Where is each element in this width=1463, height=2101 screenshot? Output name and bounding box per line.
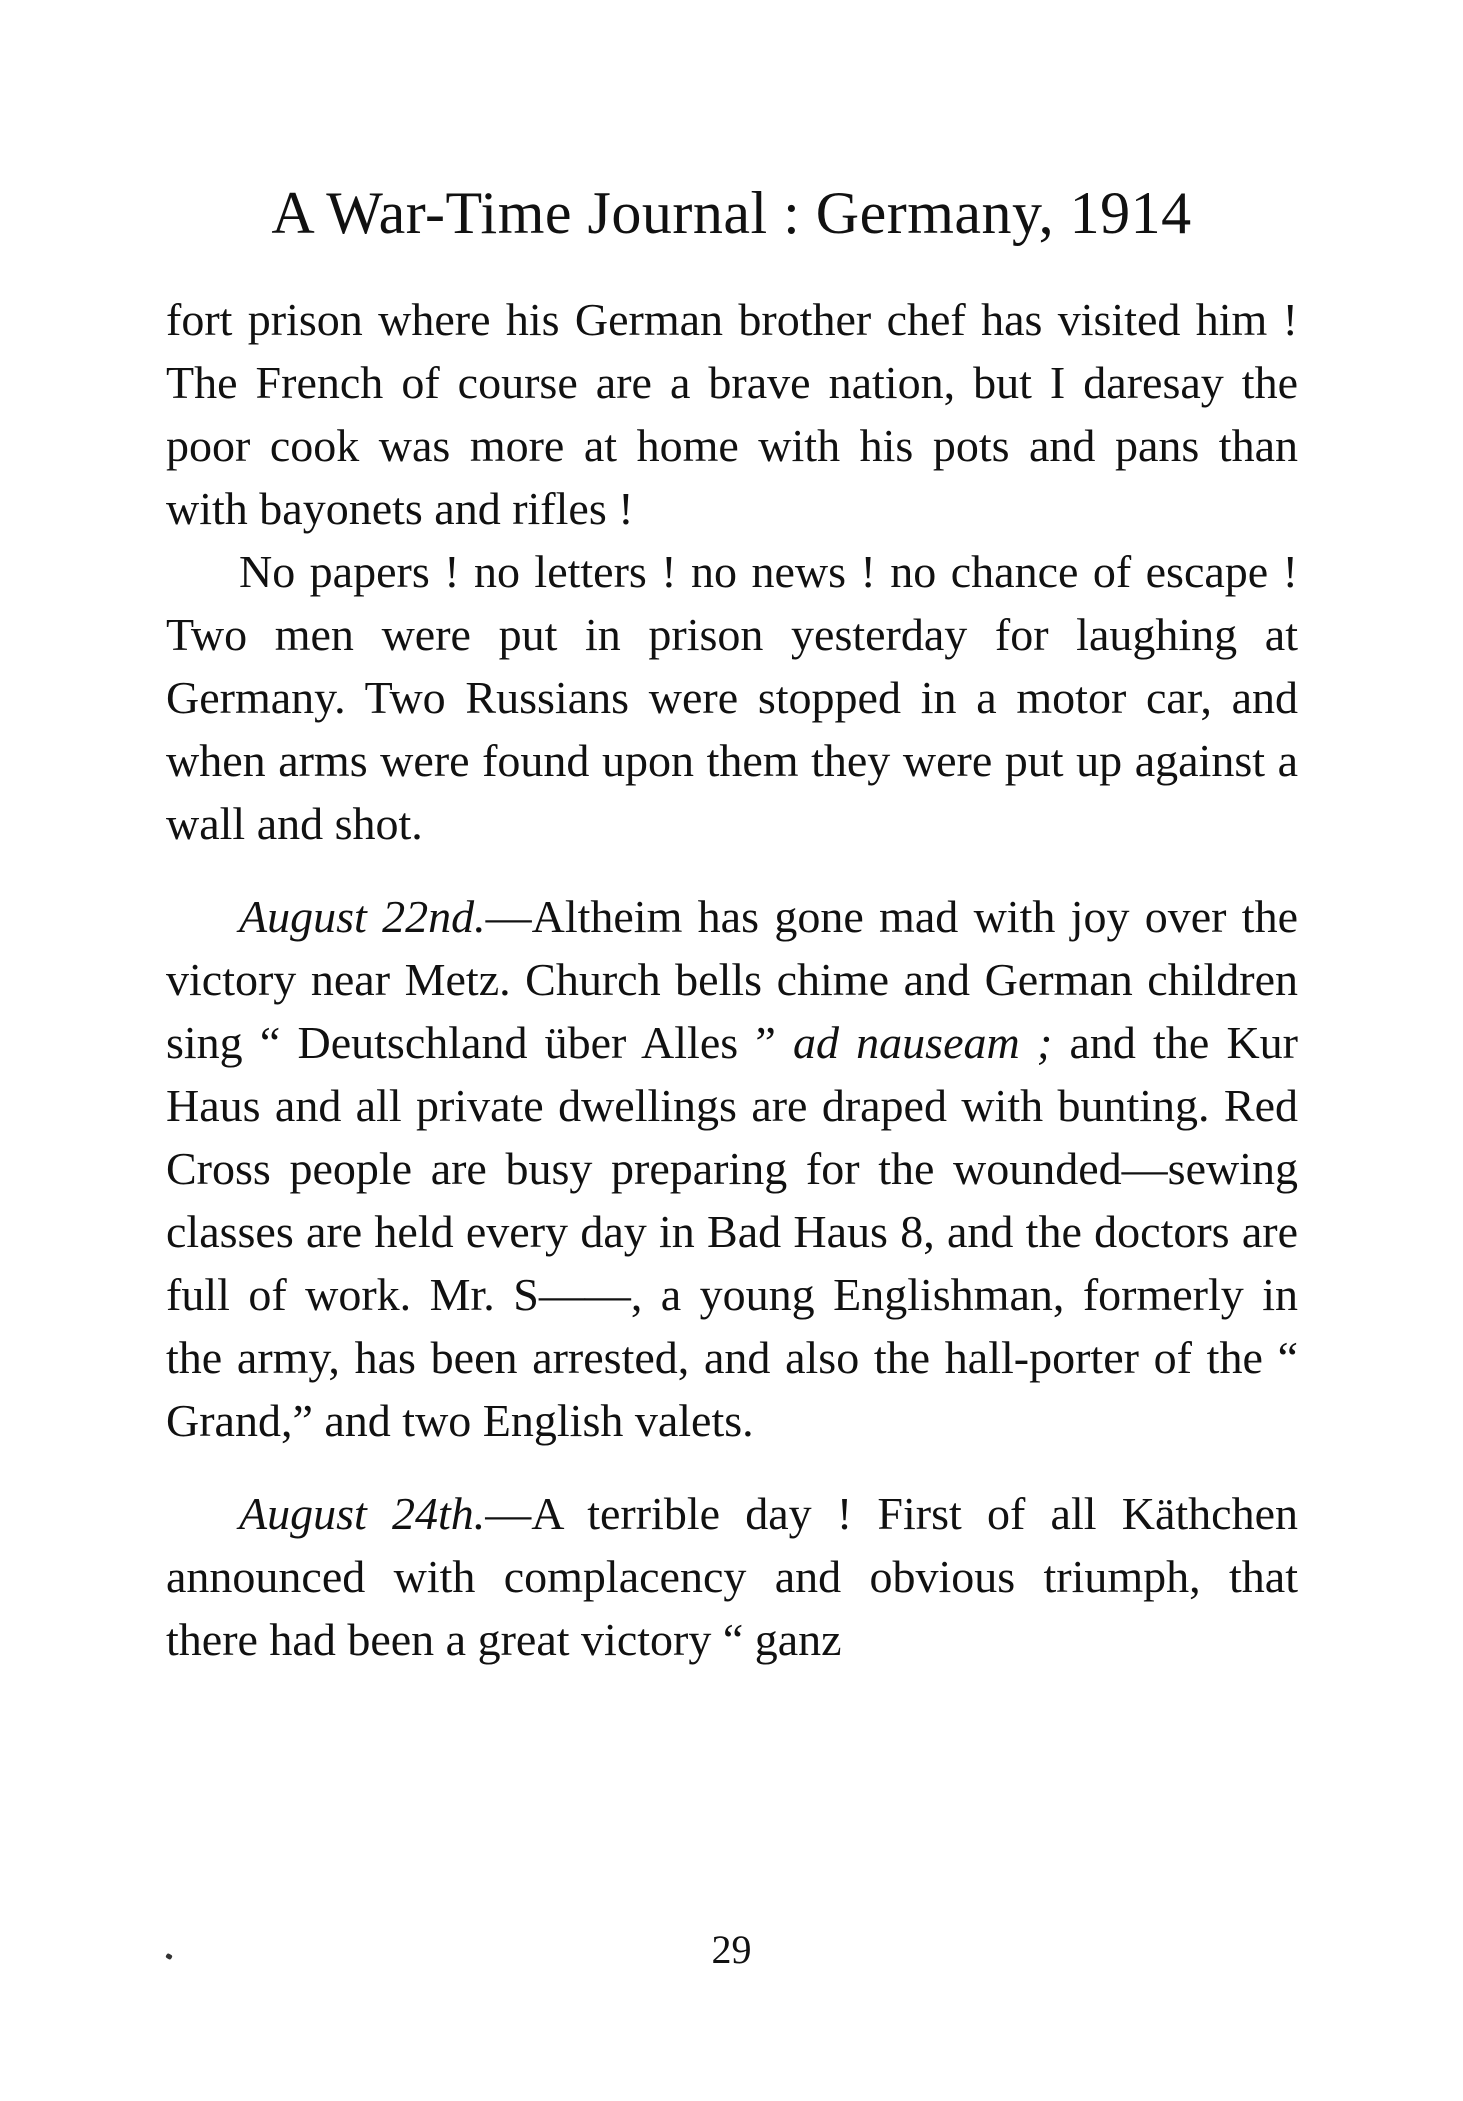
paragraph-no-papers [166,540,1298,855]
dateline: August 24th. [239,1488,486,1539]
running-head: A War-Time Journal : Germany, 1914 [271,180,1192,246]
paragraph-text: No papers ! no letters ! no news ! no chance of escape ! Two men were put in prison yesterday for laughing at Germany. Two Russians were stopped in a motor car, and when arms were found upon them they were put up against a wall and shot. [166,546,1298,849]
body-text [166,288,1298,1671]
paragraph-text: fort prison where his German brother chef has visited him ! The French of course are a brave nation, but I daresay the poor cook was more at home with his pots and pans than with bayonets and rifles ! [166,294,1298,534]
paragraph-text: and the Kur Haus and all private dwellings are draped with bunting. Red Cross people are busy preparing for the wounded—sewing classes are held every day in Bad Haus 8, and the doctors are full of work. Mr. S——, a young Englishman, formerly in the army, has been arrested, and also the hall-porter of the “ Grand,” and two English valets. [166,1017,1298,1446]
paragraph-text: —A terrible day ! First of all Käthchen announced with complacency and obvious triumph, that there had been a great victory “ ganz [166,1488,1299,1665]
paragraph-text: —Altheim has gone mad with joy over the victory near Metz. Church bells chime and German children sing “ Deutschland über Alles ” [166,891,1299,1068]
page-number: 29 [711,1927,752,1972]
entry-august-24 [166,1482,1298,1671]
italic-phrase: ad nauseam ; [792,1017,1053,1068]
entry-august-22 [166,885,1298,1452]
paragraph-continued [166,288,1298,540]
dateline: August 22nd. [239,891,486,942]
